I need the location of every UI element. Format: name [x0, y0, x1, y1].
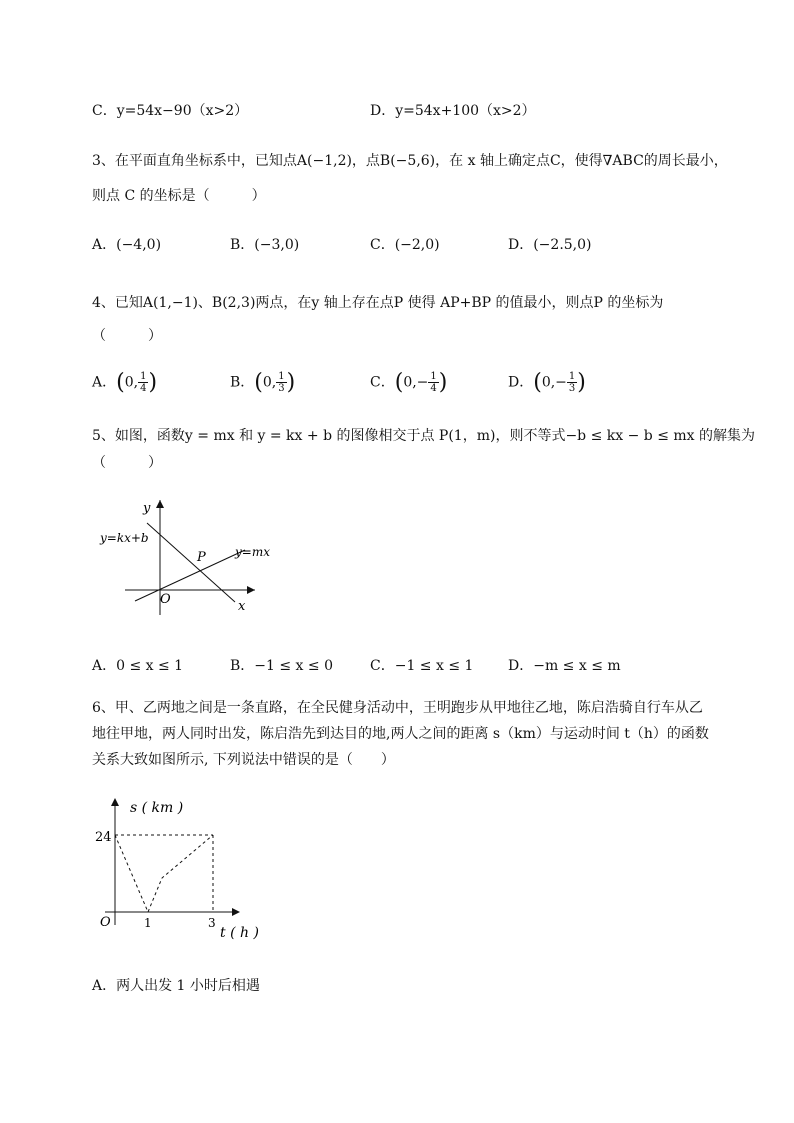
q3-option-d: D．(−2.5,0): [508, 237, 592, 253]
q4-option-c-pre: 0,−: [403, 374, 429, 391]
q6-graph: [90, 790, 280, 945]
q5-line1-label: y=kx+b: [100, 531, 149, 545]
q3-stem-line1: 3、在平面直角坐标系中，已知点A(−1,2)，点B(−5,6)，在 x 轴上确定点C，使得∇ABC的周长最小，: [92, 153, 728, 169]
q6-x-label: t ( h ): [220, 925, 259, 941]
q5-line2-label: y=mx: [235, 545, 270, 559]
q3-option-b: B．(−3,0): [230, 237, 300, 253]
q5-origin-label: O: [160, 592, 171, 607]
q5-stem-line1: 5、如图，函数y = mx 和 y = kx + b 的图像相交于点 P(1，m)，则不等式−b ≤ kx − b ≤ mx 的解集为: [92, 428, 756, 444]
q6-origin-label: O: [100, 915, 111, 930]
q6-function-line: [115, 835, 213, 912]
q4-option-d-num: 1: [568, 371, 576, 382]
q4-option-c-num: 1: [430, 371, 437, 382]
q5-option-d: D．−m ≤ x ≤ m: [508, 658, 621, 674]
q6-option-a: A．两人出发 1 小时后相遇: [92, 978, 260, 994]
q4-option-b-pre: 0,: [262, 374, 277, 391]
q6-y-arrow-icon: [111, 798, 119, 806]
q4-option-c: C．(0,− $\frac{1}{4}$ ): [370, 370, 448, 395]
q6-x-arrow-icon: [232, 908, 240, 916]
q5-line-mx: [135, 550, 245, 601]
q4-option-b-label: B．: [230, 374, 255, 391]
q5-x-label: x: [238, 599, 246, 614]
q4-option-a-num: 1: [140, 371, 147, 382]
q4-option-d-pre: 0,−: [541, 374, 567, 391]
q6-stem-line3: 关系大致如图所示, 下列说法中错误的是（ ）: [92, 752, 395, 768]
q4-option-d-fraction: [567, 371, 577, 394]
q4-option-b-den: 3: [278, 383, 285, 394]
q2-option-d: D．y=54x+100（x>2）: [370, 103, 536, 119]
q4-option-c-fraction: [428, 371, 438, 394]
q4-option-a-label: A．: [92, 374, 117, 391]
q5-option-c: C．−1 ≤ x ≤ 1: [370, 658, 474, 674]
q4-option-a: A．(0, $\frac{1}{4}$ ): [92, 370, 158, 395]
q5-y-label: y: [143, 501, 151, 516]
q6-y-tick-24: 24: [95, 830, 112, 845]
q5-option-a: A．0 ≤ x ≤ 1: [92, 658, 184, 674]
q4-option-d-label: D．: [508, 374, 534, 391]
q6-stem-line2: 地往甲地，两人同时出发，陈启浩先到达目的地,两人之间的距离 s（km）与运动时间 t（h）的函数: [92, 726, 709, 742]
q4-option-c-den: 4: [430, 383, 437, 394]
q5-x-arrow-icon: [247, 586, 255, 594]
q4-option-b: B．(0, $\frac{1}{3}$ ): [230, 370, 296, 395]
q6-x-tick-1: 1: [144, 916, 152, 930]
q4-option-b-num: 1: [278, 371, 285, 382]
q4-option-d-den: 3: [568, 383, 576, 394]
q5-stem-line2: （ ）: [92, 455, 162, 471]
q4-option-d: D．(0,− $\frac{1}{3}$ ): [508, 370, 586, 395]
q5-option-b: B．−1 ≤ x ≤ 0: [230, 658, 333, 674]
q5-graph: [95, 495, 295, 620]
q4-option-a-fraction: [138, 371, 148, 394]
q5-point-label: P: [197, 550, 206, 565]
q3-option-c: C．(−2,0): [370, 237, 440, 253]
q4-stem-line2: （ ）: [92, 328, 162, 344]
q3-stem-line2: 则点 C 的坐标是（ ）: [92, 188, 266, 204]
q4-option-c-label: C．: [370, 374, 395, 391]
q4-stem-line1: 4、已知A(1,−1)、B(2,3)两点，在y 轴上存在点P 使得 AP+BP 的值最小，则点P 的坐标为: [92, 295, 664, 311]
q4-option-a-den: 4: [140, 383, 147, 394]
q6-y-label: s ( km ): [130, 800, 184, 816]
q6-stem-line1: 6、甲、乙两地之间是一条直路，在全民健身活动中，王明跑步从甲地往乙地，陈启浩骑自行车从乙: [92, 700, 703, 716]
q3-option-a: A．(−4,0): [92, 237, 162, 253]
q6-x-tick-3: 3: [208, 916, 216, 930]
q2-option-c: C．y=54x−90（x>2）: [92, 103, 249, 119]
q5-y-arrow-icon: [156, 500, 164, 508]
q4-option-b-fraction: [276, 371, 286, 394]
q4-option-a-pre: 0,: [124, 374, 139, 391]
